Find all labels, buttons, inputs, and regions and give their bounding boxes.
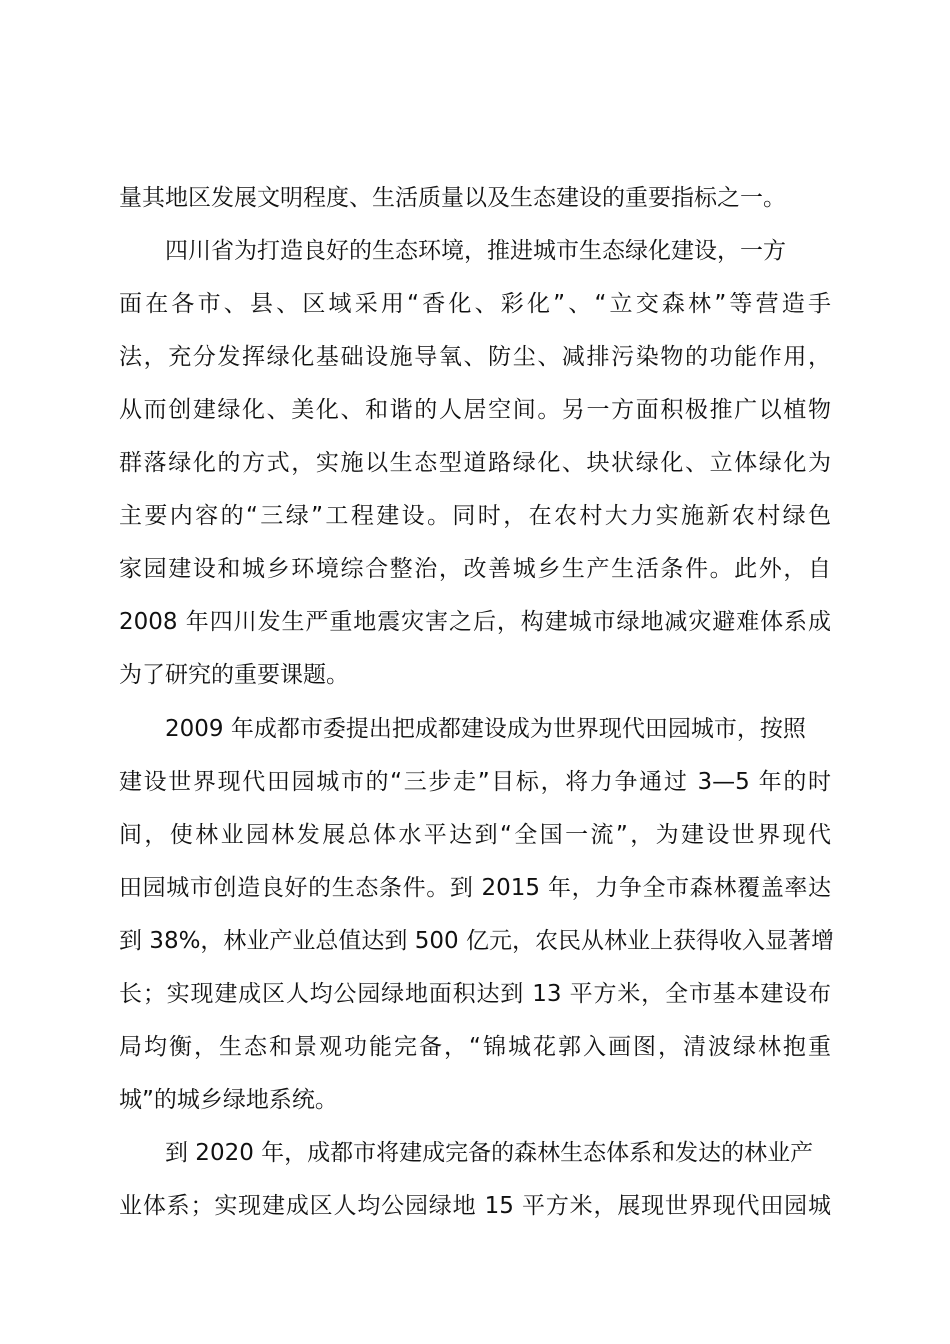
text-line: 局均衡，生态和景观功能完备，“锦城花郭入画图，清波绿林抱重 — [119, 1034, 831, 1060]
text-line: 业体系；实现建成区人均公园绿地 15 平方米，展现世界现代田园城 — [119, 1193, 831, 1219]
paragraph-start-line: 2009 年成都市委提出把成都建设成为世界现代田园城市，按照 — [165, 716, 806, 742]
text-line: 到 38%，林业产业总值达到 500 亿元，农民从林业上获得收入显著增 — [119, 928, 834, 954]
text-line: 量其地区发展文明程度、生活质量以及生态建设的重要指标之一。 — [119, 185, 786, 211]
paragraph-start-line: 到 2020 年，成都市将建成完备的森林生态体系和发达的林业产 — [165, 1140, 814, 1166]
text-line: 面在各市、县、区域采用“香化、彩化”、“立交森林”等营造手 — [119, 291, 831, 317]
text-line: 主要内容的“三绿”工程建设。同时，在农村大力实施新农村绿色 — [119, 503, 831, 529]
text-line: 从而创建绿化、美化、和谐的人居空间。另一方面积极推广以植物 — [119, 397, 831, 423]
text-line: 为了研究的重要课题。 — [119, 662, 349, 688]
text-line: 建设世界现代田园城市的“三步走”目标，将力争通过 3—5 年的时 — [119, 769, 831, 795]
text-line: 长；实现建成区人均公园绿地面积达到 13 平方米，全市基本建设布 — [119, 981, 831, 1007]
text-line: 2008 年四川发生严重地震灾害之后，构建城市绿地减灾避难体系成 — [119, 609, 831, 635]
text-line: 群落绿化的方式，实施以生态型道路绿化、块状绿化、立体绿化为 — [119, 450, 831, 476]
paragraph-start-line: 四川省为打造良好的生态环境，推进城市生态绿化建设，一方 — [165, 238, 786, 264]
text-line: 田园城市创造良好的生态条件。到 2015 年，力争全市森林覆盖率达 — [119, 875, 831, 901]
text-line: 城”的城乡绿地系统。 — [119, 1087, 338, 1113]
text-line: 法，充分发挥绿化基础设施导氧、防尘、减排污染物的功能作用， — [119, 344, 831, 370]
text-line: 家园建设和城乡环境综合整治，改善城乡生产生活条件。此外，自 — [119, 556, 831, 582]
text-line: 间，使林业园林发展总体水平达到“全国一流”，为建设世界现代 — [119, 822, 831, 848]
